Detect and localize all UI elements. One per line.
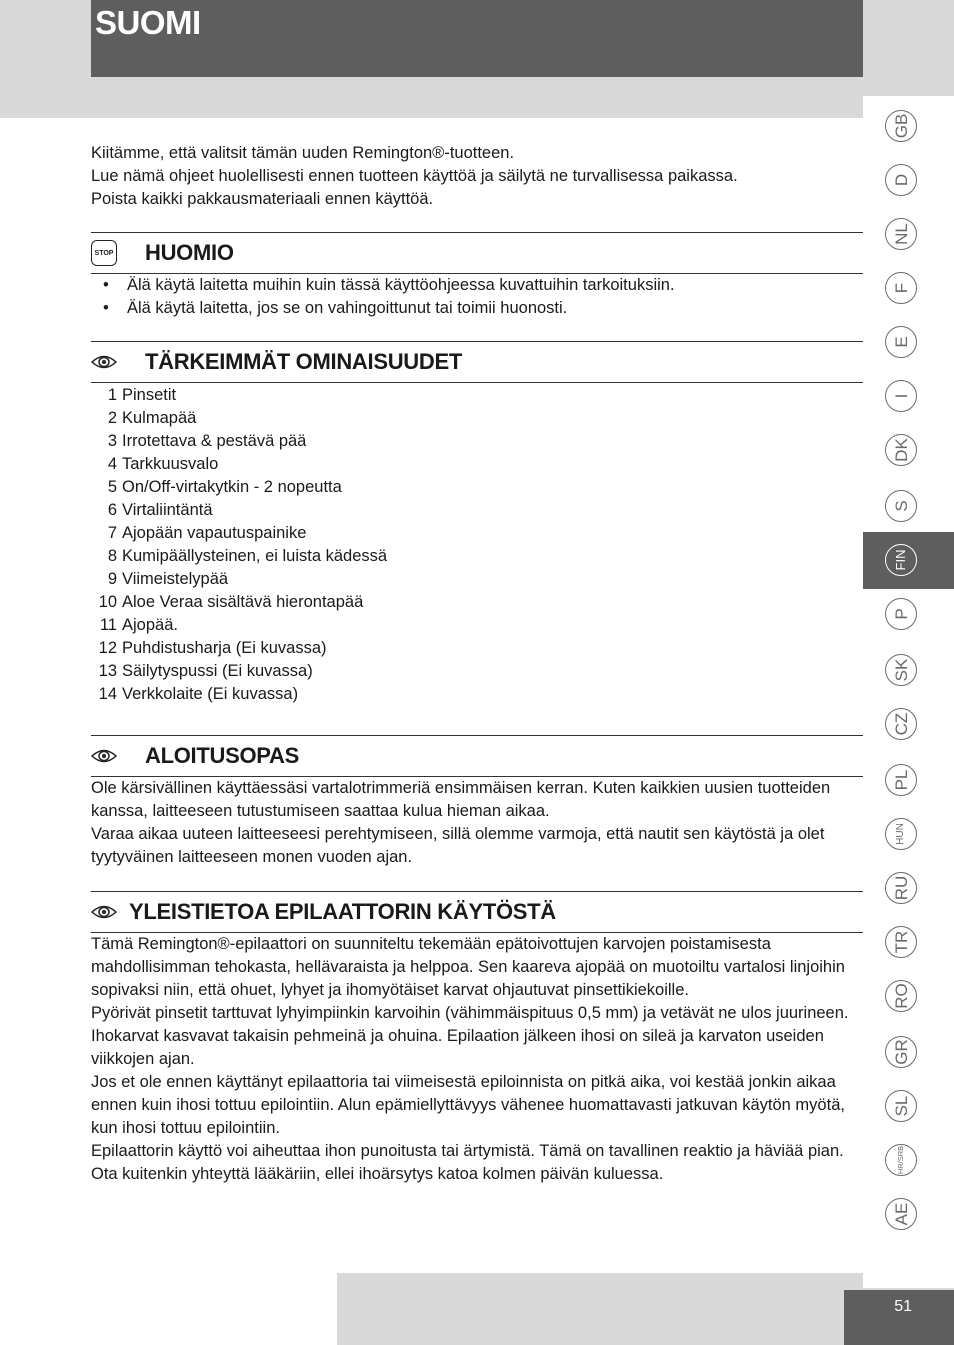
lang-tab-label: D bbox=[885, 164, 917, 196]
list-item bbox=[91, 683, 387, 706]
list-item bbox=[91, 453, 387, 476]
list-item bbox=[91, 545, 387, 568]
list-item bbox=[91, 430, 387, 453]
intro-text bbox=[91, 142, 738, 211]
section-header-getting-started bbox=[91, 735, 863, 777]
getting-started-text bbox=[91, 777, 863, 869]
lang-tab-label: P bbox=[885, 598, 917, 630]
item-number: 9 bbox=[107, 570, 117, 588]
lang-tab-label: RO bbox=[885, 980, 917, 1012]
lang-tab-label: SL bbox=[885, 1090, 917, 1122]
item-text: Verkkolaite (Ei kuvassa) bbox=[122, 685, 299, 703]
item-text: Kulmapää bbox=[122, 409, 197, 427]
paragraph: Jos et ole ennen käyttänyt epilaattoria tai viimeisestä epiloinnista on pitkä aika, voi kestää jonkin aikaa ennen kuin ihosi tottuu epilointiin. Alun epämiellyttävyys vähenee huomattavasti jatkuvan käytön myötä, kun ihosi tottuu epilointiin. bbox=[91, 1073, 845, 1137]
item-text: Ajopää. bbox=[122, 616, 178, 634]
paragraph: Tämä Remington®-epilaattori on suunniteltu tekemään epätoivottujen karvojen poistamisesta mahdollisimman tehokasta, hellävaraista ja helppoa. Sen kaareva ajopää on muotoiltu vartalosi linjoihin sopivaksi niin, että ohuet, lyhyet ja ihomyötäiset karvat ohjautuvat pinsettikiekoille. bbox=[91, 935, 845, 999]
header-band bbox=[91, 0, 863, 77]
section-title: YLEISTIETOA EPILAATTORIN KÄYTÖSTÄ bbox=[129, 899, 556, 924]
lang-tab-gr[interactable] bbox=[873, 1024, 929, 1080]
lang-tab-d[interactable] bbox=[873, 152, 929, 208]
list-item bbox=[91, 591, 387, 614]
lang-tab-label: PL bbox=[885, 764, 917, 796]
intro-line: Kiitämme, että valitsit tämän uuden Remington®-tuotteen. bbox=[91, 144, 515, 162]
paragraph: Ota kuitenkin yhteyttä lääkäriin, ellei ihoärsytys katoa kolmen päivän kuluessa. bbox=[91, 1165, 664, 1183]
eye-icon bbox=[91, 349, 117, 375]
list-item: • Älä käytä laitetta muihin kuin tässä käyttöohjeessa kuvattuihin tarkoituksiin. bbox=[91, 274, 675, 297]
lang-tab-label: GR bbox=[885, 1036, 917, 1068]
lang-tab-label: F bbox=[885, 272, 917, 304]
lang-tab-label: RU bbox=[885, 872, 917, 904]
lang-tab-sl[interactable] bbox=[873, 1078, 929, 1134]
lang-tab-ro[interactable] bbox=[873, 968, 929, 1024]
lang-tab-pl[interactable] bbox=[873, 752, 929, 808]
page-number: 51 bbox=[894, 1298, 912, 1315]
item-number: 8 bbox=[107, 547, 117, 565]
list-item bbox=[91, 660, 387, 683]
features-list bbox=[91, 384, 387, 706]
eye-icon bbox=[91, 743, 117, 769]
list-item: • Älä käytä laitetta, jos se on vahingoittunut tai toimii huonosti. bbox=[91, 297, 675, 320]
item-number: 5 bbox=[107, 478, 117, 496]
item-text: Ajopään vapautuspainike bbox=[122, 524, 307, 542]
list-item bbox=[91, 522, 387, 545]
section-header-caution bbox=[91, 232, 863, 274]
general-text bbox=[91, 933, 851, 1186]
list-item bbox=[91, 568, 387, 591]
lang-tab-label: SK bbox=[885, 654, 917, 686]
item-text: On/Off-virtakytkin - 2 nopeutta bbox=[122, 478, 342, 496]
lang-tab-label: I bbox=[885, 380, 917, 412]
item-number: 1 bbox=[107, 386, 117, 404]
item-number: 7 bbox=[107, 524, 117, 542]
item-number: 10 bbox=[98, 593, 117, 611]
list-item bbox=[91, 499, 387, 522]
item-number: 11 bbox=[99, 616, 117, 634]
item-number: 4 bbox=[107, 455, 117, 473]
list-item bbox=[91, 476, 387, 499]
section-header-features bbox=[91, 341, 863, 383]
intro-line: Poista kaikki pakkausmateriaali ennen käyttöä. bbox=[91, 190, 434, 208]
lang-tab-label: HR/SRB bbox=[885, 1144, 917, 1176]
page-number-box bbox=[844, 1290, 954, 1345]
footer-white-block bbox=[0, 1273, 337, 1345]
item-text: Tarkkuusvalo bbox=[122, 455, 219, 473]
lang-tab-label: DK bbox=[885, 434, 917, 466]
item-number: 2 bbox=[107, 409, 117, 427]
lang-tab-ru[interactable] bbox=[873, 860, 929, 916]
item-number: 6 bbox=[107, 501, 117, 519]
item-text: Virtaliintäntä bbox=[122, 501, 213, 519]
item-text: Aloe Veraa sisältävä hierontapää bbox=[122, 593, 364, 611]
page-title: SUOMI bbox=[95, 4, 201, 41]
list-item bbox=[91, 384, 387, 407]
lang-tab-hun[interactable] bbox=[873, 806, 929, 862]
item-number: 14 bbox=[98, 685, 117, 703]
lang-tab-label: E bbox=[885, 326, 917, 358]
list-item bbox=[91, 614, 387, 637]
lang-tab-label: TR bbox=[885, 926, 917, 958]
item-text: Kumipäällysteinen, ei luista kädessä bbox=[122, 547, 388, 565]
list-item bbox=[91, 407, 387, 430]
lang-tab-dk[interactable] bbox=[873, 422, 929, 478]
lang-tab-label: GB bbox=[885, 110, 917, 142]
paragraph: Pyörivät pinsetit tarttuvat lyhyimpiinkin karvoihin (vähimmäispituus 0,5 mm) ja vetävät ne ulos juurineen. bbox=[91, 1004, 849, 1022]
item-text: Viimeistelypää bbox=[122, 570, 229, 588]
lang-tab-hr-srb[interactable] bbox=[873, 1132, 929, 1188]
section-title: TÄRKEIMMÄT OMINAISUUDET bbox=[145, 349, 462, 374]
lang-tab-label: HUN bbox=[885, 818, 917, 850]
intro-line: Lue nämä ohjeet huolellisesti ennen tuotteen käyttöä ja säilytä ne turvallisessa paikassa. bbox=[91, 167, 738, 185]
section-header-general bbox=[91, 891, 863, 933]
paragraph: Ihokarvat kasvavat takaisin pehmeinä ja ohuina. Epilaation jälkeen ihosi on sileä ja karvaton useiden viikkojen ajan. bbox=[91, 1027, 824, 1068]
eye-icon bbox=[91, 899, 117, 925]
lang-tab-sk[interactable] bbox=[873, 642, 929, 698]
lang-tab-fin[interactable] bbox=[873, 532, 929, 588]
lang-tab-gb[interactable] bbox=[873, 98, 929, 154]
paragraph: Ole kärsivällinen käyttäessäsi vartalotrimmeriä ensimmäisen kerran. Kuten kaikkien uusien tuotteiden kanssa, laitteeseen tutustumiseen saattaa kulua hieman aikaa. bbox=[91, 779, 831, 820]
item-number: 12 bbox=[98, 639, 117, 657]
lang-tab-e[interactable] bbox=[873, 314, 929, 370]
section-title: HUOMIO bbox=[145, 240, 234, 265]
list-item bbox=[91, 637, 387, 660]
language-tabs bbox=[863, 98, 954, 1248]
lang-tab-nl[interactable] bbox=[873, 206, 929, 262]
item-text: Irrotettava & pestävä pää bbox=[122, 432, 307, 450]
lang-tab-i[interactable] bbox=[873, 368, 929, 424]
item-number: 13 bbox=[98, 662, 117, 680]
paragraph: Varaa aikaa uuteen laitteeseesi perehtymiseen, sillä olemme varmoja, että nautit sen käytöstä ja olet tyytyväinen laitteeseen monen vuoden ajan. bbox=[91, 825, 825, 866]
lang-tab-label: CZ bbox=[885, 708, 917, 740]
section-title: ALOITUSOPAS bbox=[145, 743, 299, 768]
lang-tab-label: NL bbox=[885, 218, 917, 250]
lang-tab-s[interactable] bbox=[873, 478, 929, 534]
stop-sign-label: STOP bbox=[91, 240, 117, 266]
lang-tab-ae[interactable] bbox=[873, 1186, 929, 1242]
lang-tab-p[interactable] bbox=[873, 586, 929, 642]
caution-list bbox=[91, 274, 675, 320]
item-text: Pinsetit bbox=[122, 386, 177, 404]
paragraph: Epilaattorin käyttö voi aiheuttaa ihon punoitusta tai ärtymistä. Tämä on tavallinen reaktio ja häviää pian. bbox=[91, 1142, 844, 1160]
item-text: Säilytyspussi (Ei kuvassa) bbox=[122, 662, 313, 680]
item-text: Puhdistusharja (Ei kuvassa) bbox=[122, 639, 327, 657]
lang-tab-label: AE bbox=[885, 1198, 917, 1230]
lang-tab-f[interactable] bbox=[873, 260, 929, 316]
stop-sign-icon bbox=[91, 240, 117, 266]
lang-tab-label: FIN bbox=[885, 544, 917, 576]
item-number: 3 bbox=[107, 432, 117, 450]
lang-tab-cz[interactable] bbox=[873, 696, 929, 752]
lang-tab-label: S bbox=[885, 490, 917, 522]
lang-tab-tr[interactable] bbox=[873, 914, 929, 970]
